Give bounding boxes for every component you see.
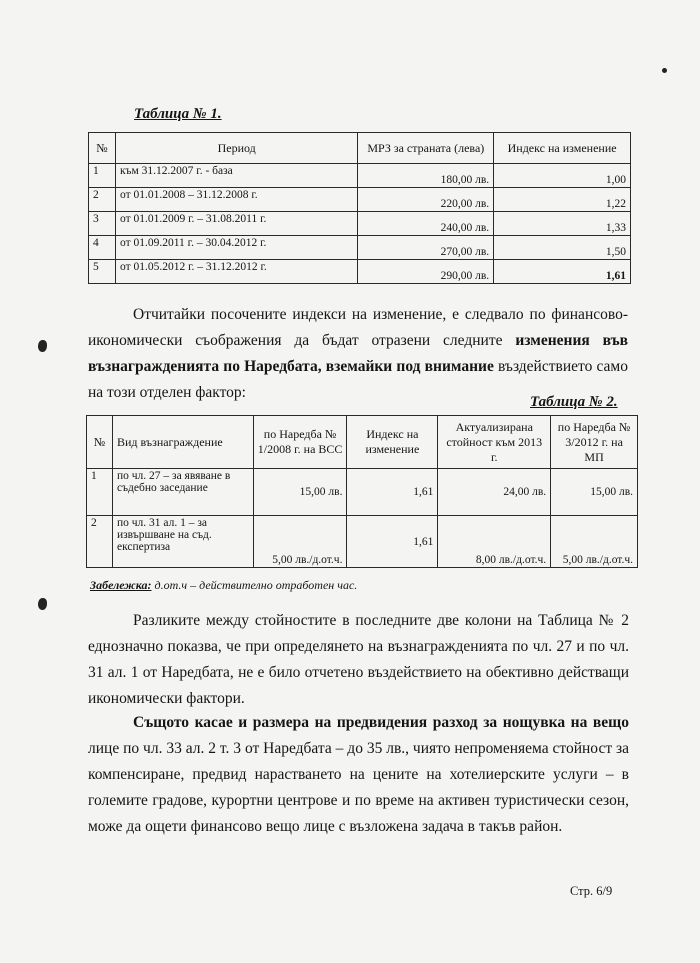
table-cell: 4: [89, 236, 116, 260]
paragraph-3: [88, 710, 629, 840]
table-cell: 1,61: [494, 260, 631, 284]
table-cell: 1,33: [494, 212, 631, 236]
table-cell: 270,00 лв.: [358, 236, 494, 260]
table-row: [89, 188, 631, 212]
table-cell: 1,61: [347, 469, 438, 516]
table-cell: 24,00 лв.: [438, 469, 551, 516]
table2-header-cell: по Наредба № 3/2012 г. на МП: [551, 416, 638, 469]
paragraph-3-bold: Същото касае и размера на предвидения разход за нощувка на вещо: [133, 714, 629, 731]
table-cell: от 01.05.2012 г. – 31.12.2012 г.: [115, 260, 357, 284]
table-row: [87, 469, 638, 516]
scan-speck: [662, 68, 667, 73]
table-cell: 3: [89, 212, 116, 236]
table-cell: 1,50: [494, 236, 631, 260]
table-cell: 240,00 лв.: [358, 212, 494, 236]
table-cell: 1,61: [347, 516, 438, 568]
table-cell: 180,00 лв.: [358, 164, 494, 188]
table1-caption: Таблица № 1.: [134, 106, 222, 122]
table-cell: 5: [89, 260, 116, 284]
table2-header-cell: по Наредба № 1/2008 г. на ВСС: [253, 416, 347, 469]
table-cell: 1: [89, 164, 116, 188]
table-cell: 8,00 лв./д.от.ч.: [438, 516, 551, 568]
paragraph-1-end: въздействието само на този отделен фактор:: [88, 358, 628, 401]
page-number: Стр. 6/9: [570, 884, 613, 898]
paragraph-1-text: Отчитайки посочените индекси на изменение, е следвало по финансово-икономически съображения да бъдат отразени следните: [88, 306, 628, 349]
table-cell: по чл. 27 – за явяване в съдебно заседание: [112, 469, 253, 516]
paragraph-3-text: лице по чл. 33 ал. 2 т. 3 от Наредбата – до 35 лв., чиято непроменяема стойност за компенсиране, предвид нарастването на цените на хотелиерските услуги – в големите градове, курортни центрове и по време на активен туристически сезон, може да ощети финансово вещо лице с възложена задача в такъв район.: [88, 740, 629, 835]
table1-header-cell: МРЗ за страната (лева): [358, 133, 494, 164]
note-text: д.от.ч – действително отработен час.: [154, 578, 358, 592]
table-row: [89, 164, 631, 188]
table-cell: 1,22: [494, 188, 631, 212]
table-cell: 15,00 лв.: [551, 469, 638, 516]
note-label: Забележка:: [90, 578, 152, 592]
table-cell: 1,00: [494, 164, 631, 188]
table2-header-cell: Актуализирана стойност към 2013 г.: [438, 416, 551, 469]
table-cell: 2: [89, 188, 116, 212]
table-row: [89, 212, 631, 236]
table-cell: 2: [87, 516, 113, 568]
paragraph-2: Разликите между стойностите в последните две колони на Таблица № 2 еднозначно показва, че при определянето на възнагражденията по чл. 27 и по чл. 31 ал. 1 от Наредбата, не е било отчетено въздействието на обективно действащи икономически фактори.: [88, 612, 629, 707]
table-cell: 5,00 лв./д.от.ч.: [551, 516, 638, 568]
table-cell: 5,00 лв./д.от.ч.: [253, 516, 347, 568]
punch-hole-mark: [38, 340, 47, 352]
table2: [86, 415, 638, 568]
table-row: [87, 516, 638, 568]
table2-header-cell: Вид възнаграждение: [112, 416, 253, 469]
punch-hole-mark: [38, 598, 47, 610]
table-cell: от 01.01.2009 г. – 31.08.2011 г.: [115, 212, 357, 236]
table-row: [89, 236, 631, 260]
table1: [88, 132, 631, 284]
table2-header-row: [87, 416, 638, 469]
table1-header-row: [89, 133, 631, 164]
paragraph-1: [88, 302, 628, 406]
table-cell: към 31.12.2007 г. - база: [115, 164, 357, 188]
table1-header-cell: Индекс на изменение: [494, 133, 631, 164]
table-cell: от 01.01.2008 – 31.12.2008 г.: [115, 188, 357, 212]
table1-header-cell: №: [89, 133, 116, 164]
paragraph-1-bold: изменения във възнагражденията по Наредбата, вземайки под внимание: [88, 332, 629, 375]
table-cell: по чл. 31 ал. 1 – за извършване на съд. експертиза: [112, 516, 253, 568]
table-cell: 220,00 лв.: [358, 188, 494, 212]
table-cell: 1: [87, 469, 113, 516]
table-cell: 290,00 лв.: [358, 260, 494, 284]
table-cell: 15,00 лв.: [253, 469, 347, 516]
table1-header-cell: Период: [115, 133, 357, 164]
table2-header-cell: №: [87, 416, 113, 469]
table-row: [89, 260, 631, 284]
table-cell: от 01.09.2011 г. – 30.04.2012 г.: [115, 236, 357, 260]
table2-header-cell: Индекс на изменение: [347, 416, 438, 469]
table2-caption: Таблица № 2.: [530, 394, 618, 410]
note: [90, 578, 357, 593]
